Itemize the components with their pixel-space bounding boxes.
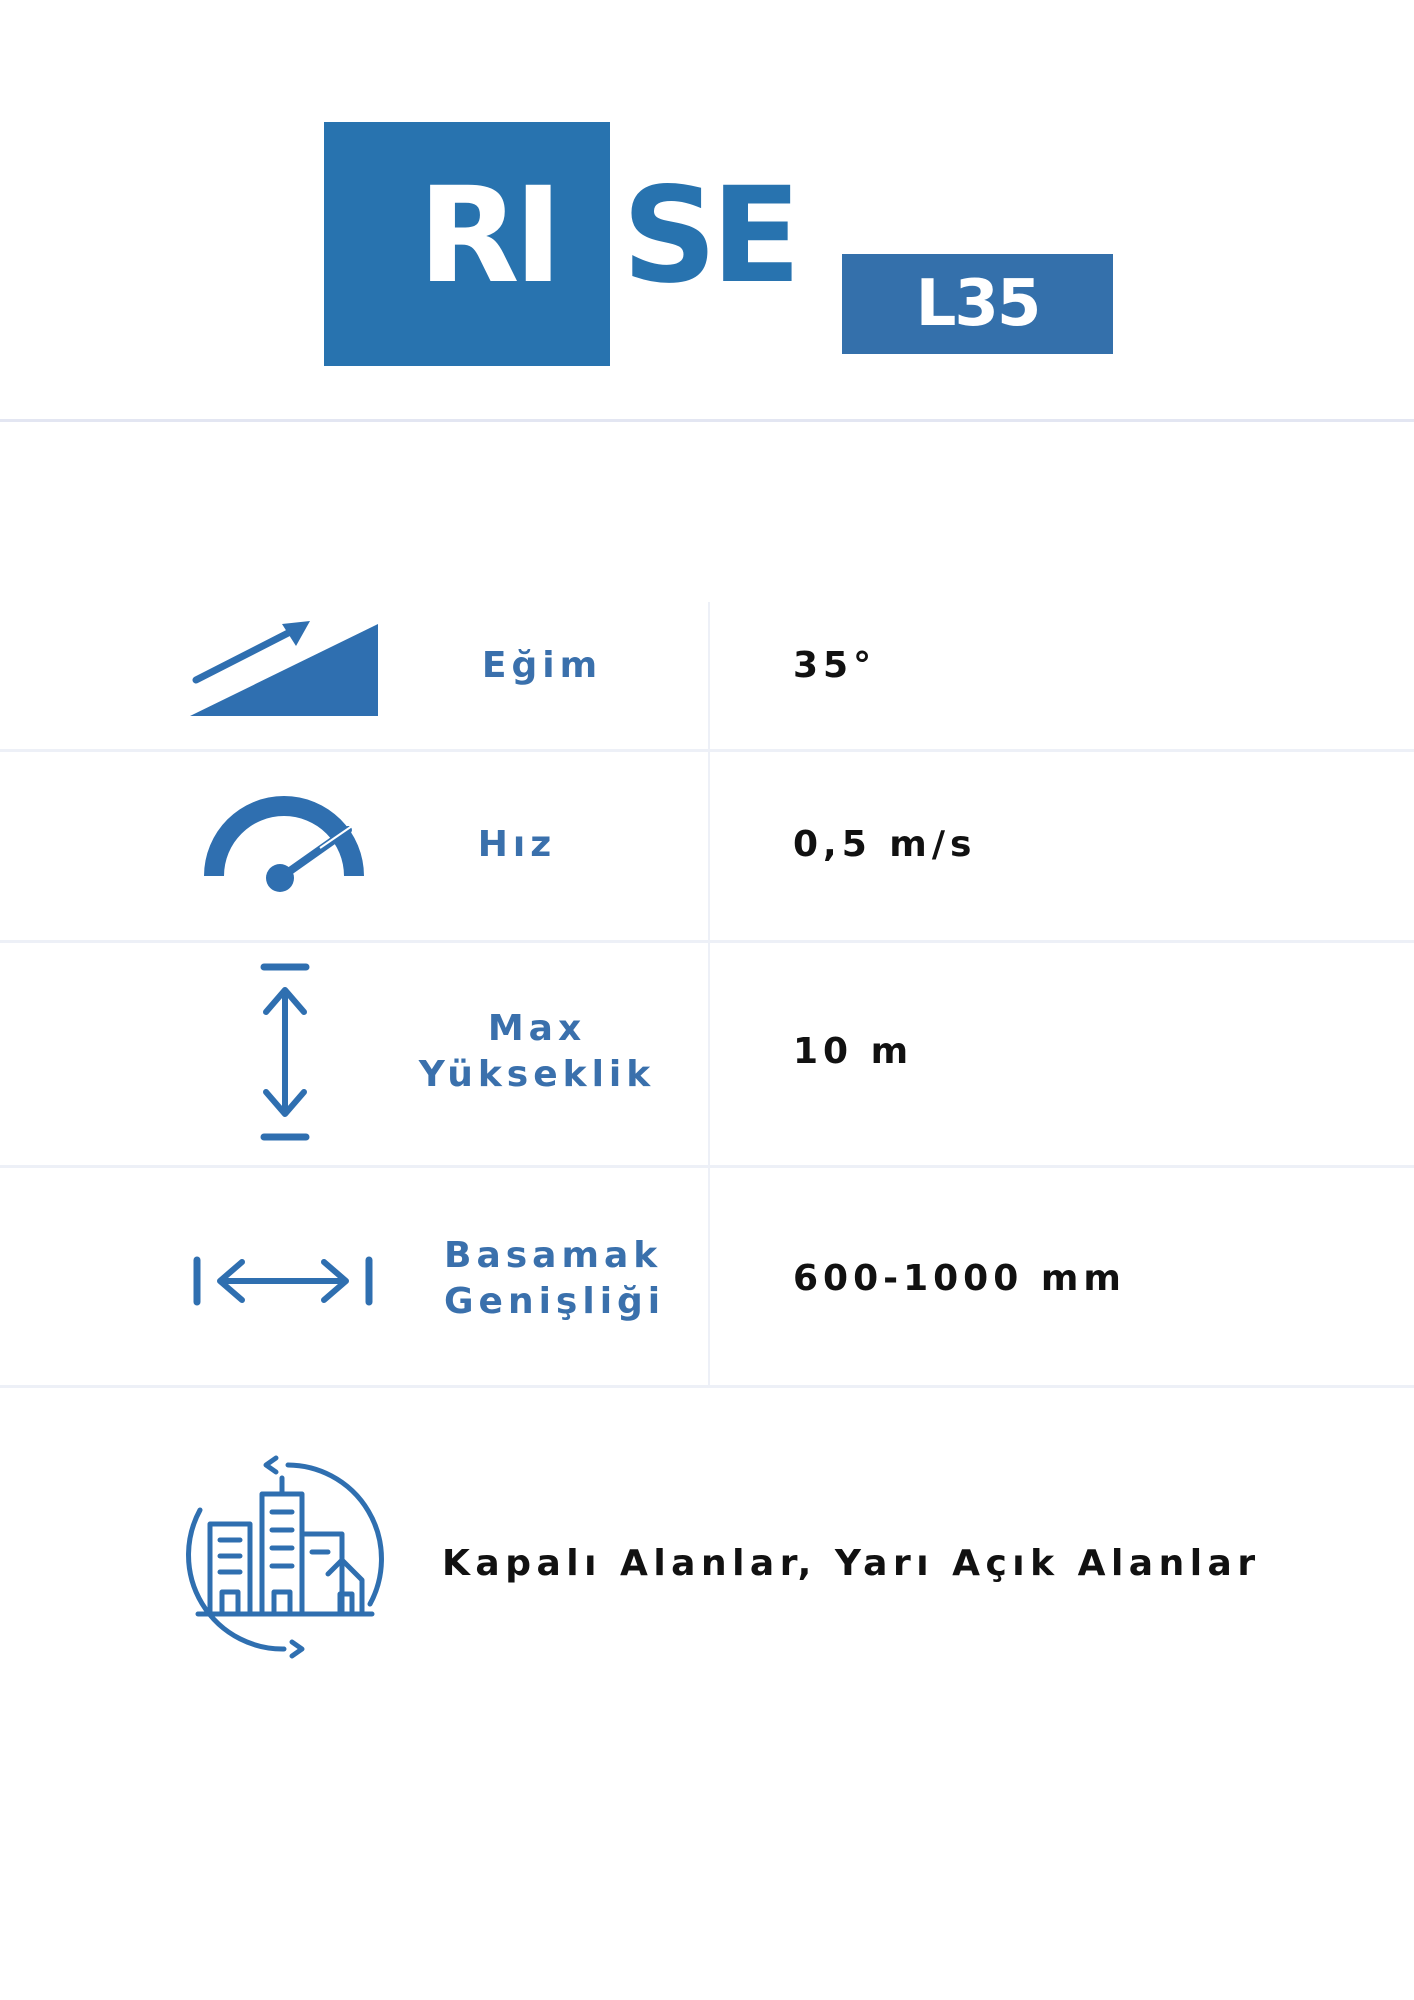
spec-value-speed: 0,5 m/s: [793, 824, 977, 865]
vertical-arrow-icon: [258, 960, 312, 1144]
city-buildings-cycle-icon: [180, 1454, 390, 1660]
spec-value-step-width: 600-1000 mm: [793, 1258, 1126, 1299]
incline-icon: [186, 618, 382, 718]
logo-text-ri: RI: [418, 159, 557, 313]
spec-label-step-width-line1: Basamak: [444, 1235, 663, 1276]
spec-value-height: 10 m: [793, 1031, 914, 1072]
logo-text-se: SE: [622, 159, 796, 313]
spec-label-speed: Hız: [477, 824, 557, 865]
spec-label-incline: Eğim: [481, 645, 603, 686]
spec-label-height-line2: Yükseklik: [418, 1054, 656, 1095]
header-divider: [0, 419, 1414, 422]
logo: [0, 0, 1414, 420]
horizontal-arrow-icon: [190, 1254, 376, 1308]
spec-row-height: [0, 943, 1414, 1168]
spec-label-height-line1: Max: [487, 1008, 587, 1049]
speedometer-icon: [202, 794, 366, 894]
spec-value-incline: 35°: [793, 645, 877, 686]
column-divider: [708, 602, 710, 1386]
logo-model-badge: L35: [842, 254, 1113, 354]
spec-label-step-width-line2: Genişliği: [444, 1281, 666, 1322]
usage-areas-text: Kapalı Alanlar, Yarı Açık Alanlar: [442, 1543, 1261, 1584]
